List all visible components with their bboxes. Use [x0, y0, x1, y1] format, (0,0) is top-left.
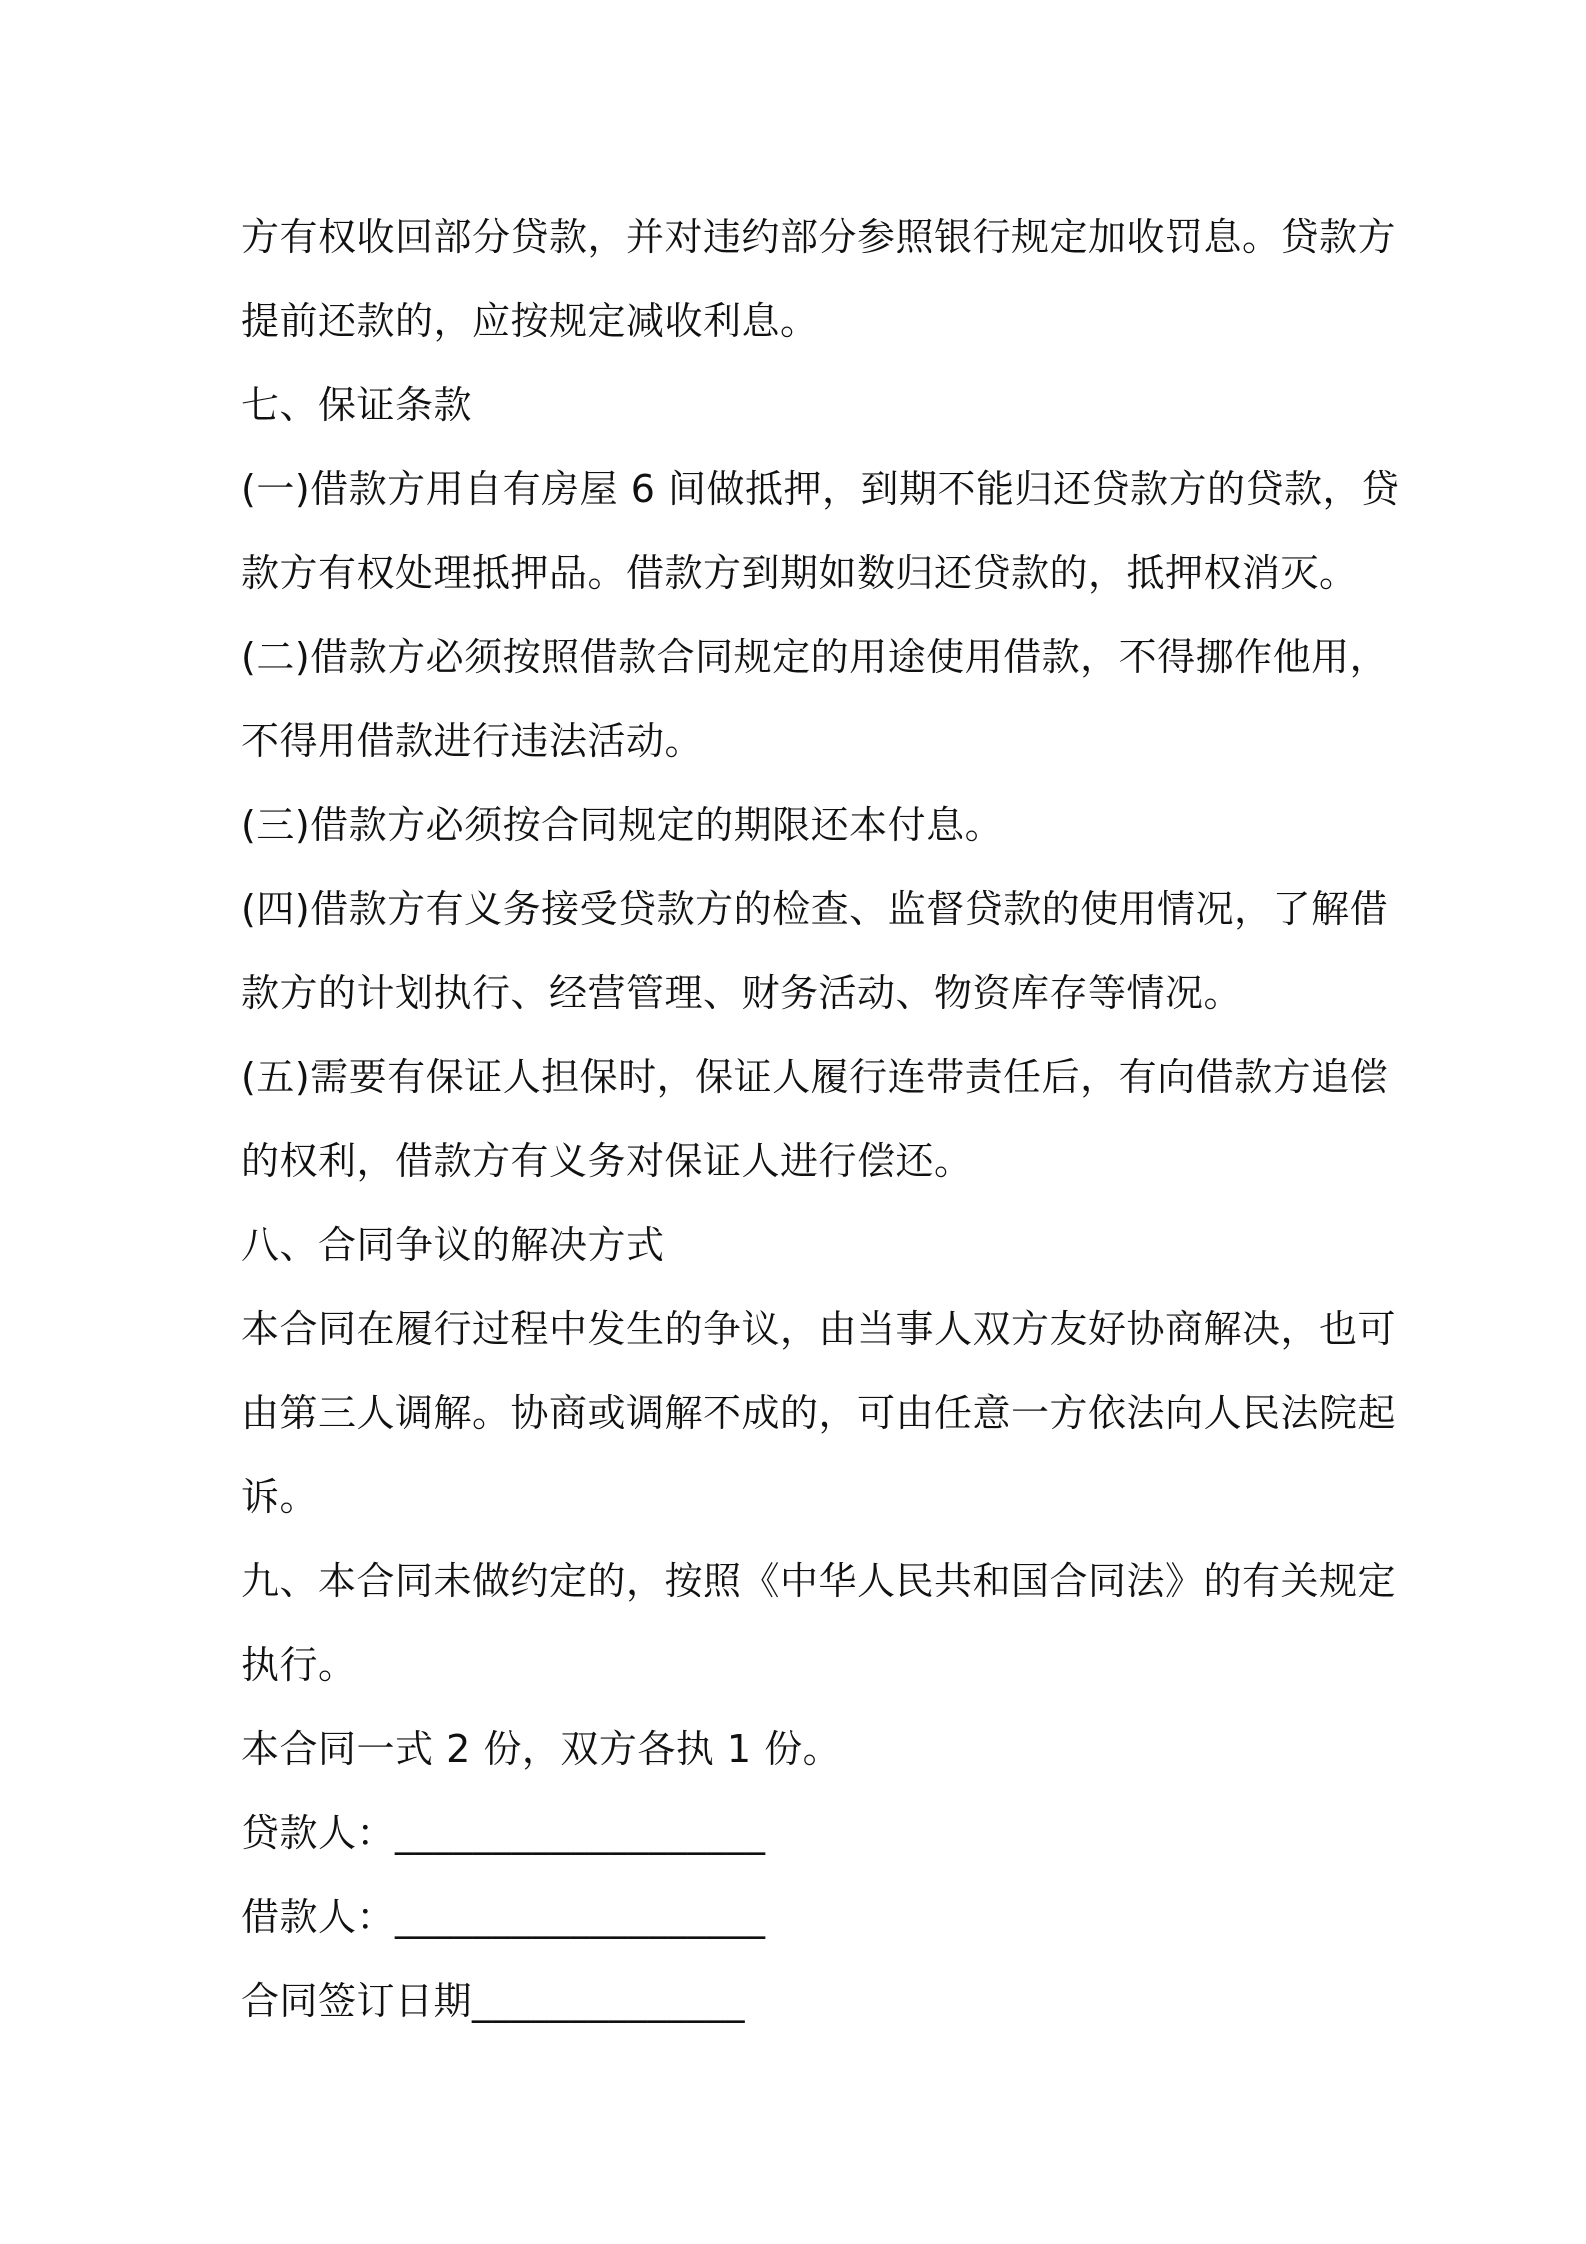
text-line: (四)借款方有义务接受贷款方的检查、监督贷款的使用情况，了解借: [241, 887, 1389, 931]
section-heading: 七、保证条款: [241, 383, 473, 427]
text-line: (三)借款方必须按合同规定的期限还本付息。: [241, 803, 1004, 847]
text-line: 的权利，借款方有义务对保证人进行偿还。: [241, 1139, 973, 1183]
text-line: 款方有权处理抵押品。借款方到期如数归还贷款的，抵押权消灭。: [241, 551, 1358, 595]
text-line: 九、本合同未做约定的，按照《中华人民共和国合同法》的有关规定: [241, 1559, 1397, 1603]
text-line: 不得用借款进行违法活动。: [241, 719, 704, 763]
text-line: 本合同在履行过程中发生的争议，由当事人双方友好协商解决，也可: [241, 1307, 1397, 1351]
section-heading: 八、合同争议的解决方式: [241, 1223, 665, 1267]
signing-date-line: 合同签订日期______________: [241, 1979, 746, 2023]
borrower-signature-line: 借款人：___________________: [241, 1895, 766, 1939]
text-line: 由第三人调解。协商或调解不成的，可由任意一方依法向人民法院起: [241, 1391, 1397, 1435]
text-line: (五)需要有保证人担保时，保证人履行连带责任后，有向借款方追偿: [241, 1055, 1389, 1099]
text-line: 提前还款的，应按规定减收利息。: [241, 299, 819, 343]
text-line: 执行。: [241, 1643, 357, 1687]
text-line: (一)借款方用自有房屋 6 间做抵押，到期不能归还贷款方的贷款，贷: [241, 467, 1400, 511]
text-line: 诉。: [241, 1475, 319, 1519]
document-body: [241, 195, 1400, 2043]
text-line: 方有权收回部分贷款，并对违约部分参照银行规定加收罚息。贷款方: [241, 215, 1397, 259]
lender-signature-line: 贷款人：___________________: [241, 1811, 766, 1855]
text-line: 款方的计划执行、经营管理、财务活动、物资库存等情况。: [241, 971, 1243, 1015]
text-line: 本合同一式 2 份，双方各执 1 份。: [241, 1727, 842, 1771]
text-line: (二)借款方必须按照借款合同规定的用途使用借款，不得挪作他用，: [241, 635, 1389, 679]
